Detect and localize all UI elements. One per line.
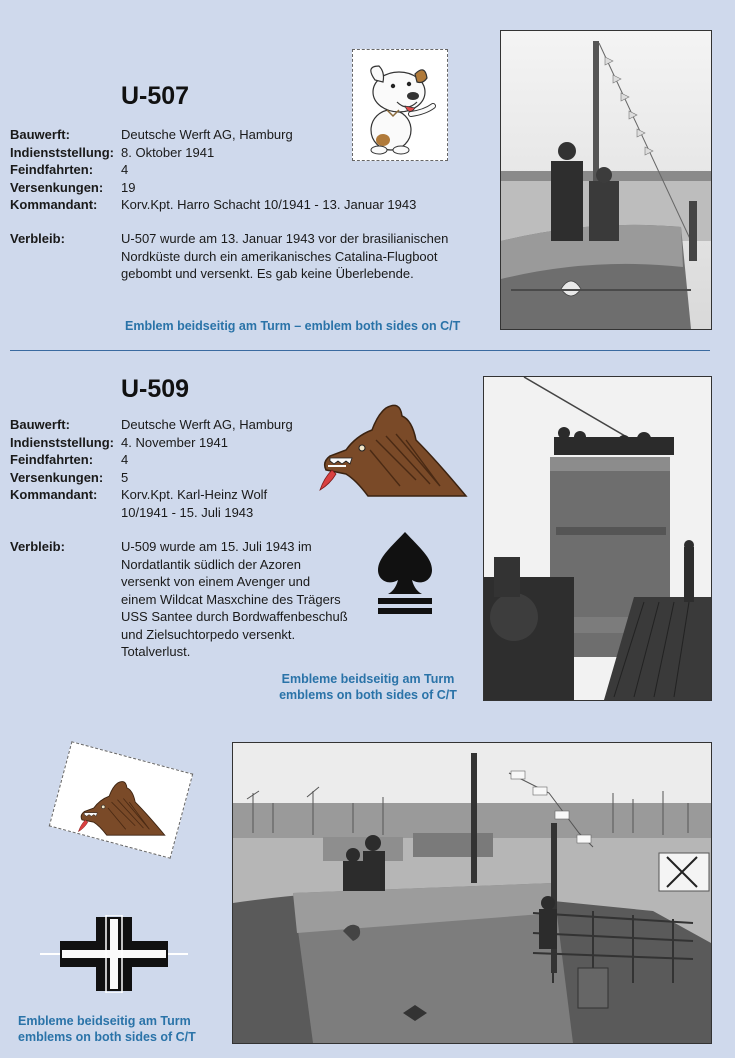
- wolf-head-emblem-icon: [76, 776, 166, 840]
- label-kommandant: Kommandant:: [10, 197, 98, 212]
- label-versenkungen: Versenkungen:: [10, 469, 104, 485]
- iron-cross-emblem-icon: [40, 915, 188, 993]
- value-feindfahrten: 4: [121, 452, 129, 467]
- value-kommandant: Korv.Kpt. Harro Schacht 10/1941 - 13. Januar 1943: [121, 197, 417, 212]
- caption-line-de: Embleme beidseitig am Turm: [18, 1014, 191, 1028]
- verbleib-line: einem Wildcat Masxchine des Trägers: [121, 591, 341, 607]
- value-indienststellung: 8. Oktober 1941: [121, 144, 215, 160]
- u509-conning-tower-photo: [484, 377, 711, 700]
- value-kommandant-period: 10/1941 - 15. Juli 1943: [121, 504, 254, 520]
- label-verbleib: Verbleib:: [10, 231, 65, 246]
- spade-emblem-icon: [376, 530, 434, 618]
- verbleib-line: und Zielsuchtorpedo versenkt.: [121, 626, 296, 642]
- verbleib-line: gebombt und versenkt. Es gab keine Überlebende.: [121, 266, 414, 281]
- bulldog-emblem-icon: [353, 50, 447, 160]
- label-bauwerft: Bauwerft:: [10, 127, 70, 142]
- caption-line-en: emblems on both sides of C/T: [279, 688, 457, 702]
- label-verbleib: Verbleib:: [10, 539, 65, 554]
- value-versenkungen: 19: [121, 179, 136, 195]
- verbleib-line: Totalverlust.: [121, 644, 191, 659]
- label-indienststellung: Indienststellung:: [10, 434, 114, 450]
- u507-photo: [500, 30, 712, 330]
- u509-values: [121, 416, 293, 521]
- value-versenkungen: 5: [121, 469, 129, 485]
- label-feindfahrten: Feindfahrten:: [10, 162, 94, 177]
- label-indienststellung: Indienststellung:: [10, 144, 114, 160]
- u507-verbleib: [121, 230, 481, 283]
- label-bauwerft: Bauwerft:: [10, 417, 70, 432]
- u509-caption: [273, 671, 463, 703]
- u507-title: U-507: [121, 82, 190, 110]
- value-indienststellung: 4. November 1941: [121, 434, 228, 450]
- u509-title: U-509: [121, 375, 190, 403]
- label-kommandant: Kommandant:: [10, 487, 98, 502]
- caption-line-en: emblems on both sides of C/T: [18, 1030, 196, 1044]
- verbleib-line: U-509 wurde am 15. Juli 1943 im: [121, 539, 312, 554]
- verbleib-line: Nordatlantik südlich der Azoren: [121, 556, 301, 572]
- u509-harbor-photo: [233, 743, 711, 1043]
- label-feindfahrten: Feindfahrten:: [10, 452, 94, 467]
- bottom-caption: [18, 1013, 196, 1045]
- verbleib-line: versenkt von einem Avenger und: [121, 574, 311, 589]
- verbleib-line: U-507 wurde am 13. Januar 1943 vor der brasilianischen: [121, 231, 449, 246]
- verbleib-line: Nordküste durch ein amerikanisches Catalina-Flugboot: [121, 248, 438, 264]
- wolf-head-emblem-icon: [316, 400, 468, 500]
- value-bauwerft: Deutsche Werft AG, Hamburg: [121, 127, 293, 142]
- value-bauwerft: Deutsche Werft AG, Hamburg: [121, 417, 293, 432]
- value-kommandant: Korv.Kpt. Karl-Heinz Wolf: [121, 487, 268, 502]
- bottom-photo: [232, 742, 712, 1044]
- u507-caption: Emblem beidseitig am Turm – emblem both sides on C/T: [125, 319, 461, 333]
- u509-photo: [483, 376, 712, 701]
- caption-line-de: Embleme beidseitig am Turm: [281, 672, 455, 686]
- u507-labels: [10, 126, 114, 214]
- section-divider: [10, 350, 710, 351]
- u509-verbleib: [121, 538, 361, 661]
- verbleib-line: USS Santee durch Bordwaffenbeschuß: [121, 609, 348, 624]
- u509-labels: [10, 416, 114, 504]
- value-feindfahrten: 4: [121, 162, 129, 177]
- u507-decal-card: [352, 49, 448, 161]
- label-versenkungen: Versenkungen:: [10, 179, 104, 195]
- u507-conning-tower-photo: [501, 31, 711, 329]
